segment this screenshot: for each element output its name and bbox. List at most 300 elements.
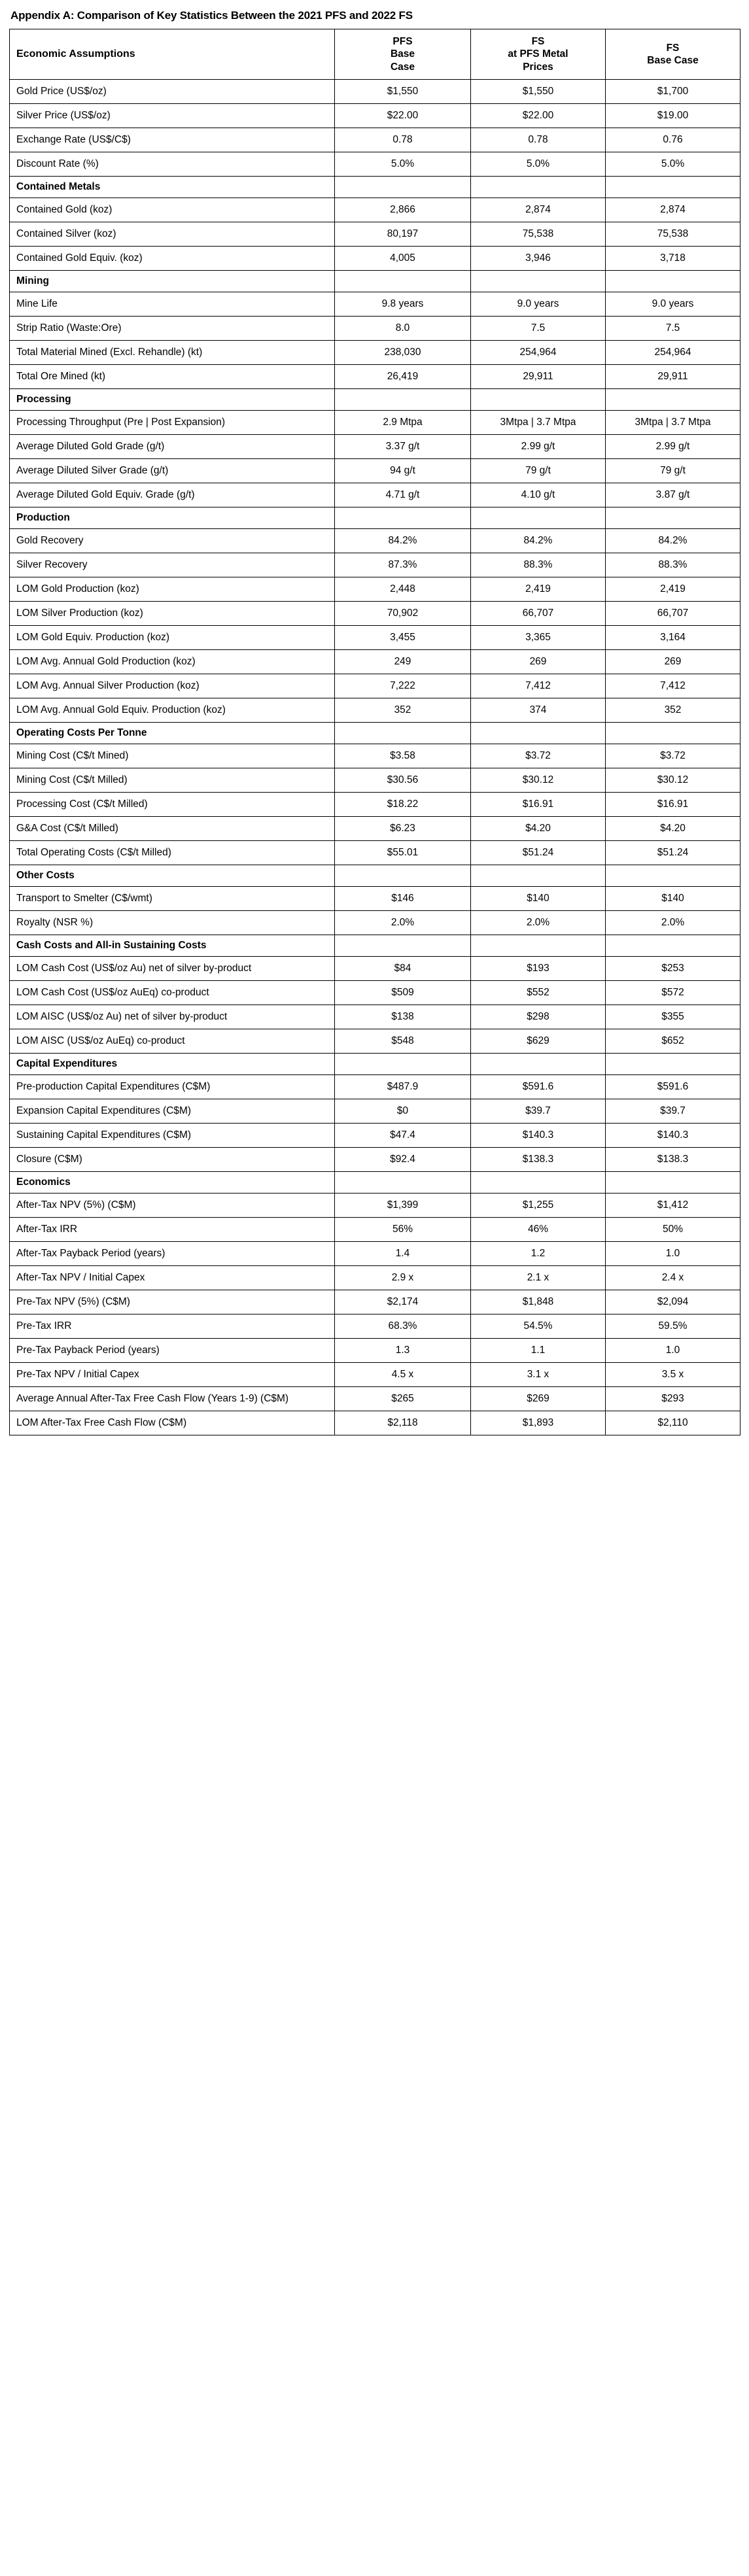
table-row [10,1266,740,1290]
row-label: LOM Silver Production (koz) [10,602,335,626]
row-value-col3: 9.0 years [606,292,740,317]
table-row [10,1411,740,1435]
row-value-col1: 56% [335,1218,471,1242]
row-value-col1: $548 [335,1029,471,1054]
section-label: Operating Costs Per Tonne [10,723,335,744]
section-blank-cell [606,935,740,957]
row-label: Transport to Smelter (C$/wmt) [10,887,335,911]
section-blank-cell [471,723,606,744]
row-value-col1: $3.58 [335,744,471,768]
row-value-col2: $1,893 [471,1411,606,1435]
row-label: G&A Cost (C$/t Milled) [10,817,335,841]
section-blank-cell [471,389,606,411]
column-header-fs-base-case-line1: FS [666,42,680,54]
row-value-col3: $293 [606,1387,740,1411]
row-value-col3: $253 [606,957,740,981]
table-row [10,1075,740,1099]
row-value-col1: 80,197 [335,222,471,247]
table-row [10,626,740,650]
row-value-col2: 1.2 [471,1242,606,1266]
table-row [10,1124,740,1148]
row-label: Exchange Rate (US$/C$) [10,128,335,152]
table-header-row [10,29,740,80]
section-blank-cell [335,507,471,529]
row-value-col1: $47.4 [335,1124,471,1148]
section-blank-cell [606,507,740,529]
row-value-col1: 1.3 [335,1339,471,1363]
table-row [10,222,740,247]
column-header-fs-at-pfs-metal-prices [471,29,606,80]
row-value-col3: 1.0 [606,1242,740,1266]
row-label: LOM Avg. Annual Gold Equiv. Production (koz) [10,698,335,723]
row-value-col2: 3.1 x [471,1363,606,1387]
section-label: Contained Metals [10,177,335,198]
table-section-row [10,1172,740,1194]
table-row [10,292,740,317]
table-row [10,911,740,935]
row-value-col2: 66,707 [471,602,606,626]
section-blank-cell [471,1054,606,1075]
section-blank-cell [471,507,606,529]
section-blank-cell [606,389,740,411]
row-value-col3: 352 [606,698,740,723]
table-row [10,698,740,723]
row-value-col2: 2.99 g/t [471,435,606,459]
row-value-col2: 2.0% [471,911,606,935]
section-blank-cell [606,865,740,887]
row-value-col3: 2,419 [606,577,740,602]
row-value-col3: 3.87 g/t [606,483,740,507]
column-header-economic-assumptions: Economic Assumptions [10,29,335,80]
row-value-col2: $16.91 [471,793,606,817]
table-row [10,1314,740,1339]
row-label: Total Ore Mined (kt) [10,365,335,389]
row-value-col3: $39.7 [606,1099,740,1124]
row-value-col1: 9.8 years [335,292,471,317]
row-value-col1: $18.22 [335,793,471,817]
row-value-col1: $30.56 [335,768,471,793]
row-value-col2: 2,419 [471,577,606,602]
row-value-col1: 94 g/t [335,459,471,483]
row-value-col2: 84.2% [471,529,606,553]
row-value-col1: 26,419 [335,365,471,389]
section-blank-cell [606,271,740,292]
row-value-col1: 4.71 g/t [335,483,471,507]
table-row [10,957,740,981]
row-value-col1: 238,030 [335,341,471,365]
row-value-col2: 2.1 x [471,1266,606,1290]
row-label: Discount Rate (%) [10,152,335,177]
row-value-col2: $591.6 [471,1075,606,1099]
table-row [10,104,740,128]
row-value-col3: 50% [606,1218,740,1242]
row-value-col1: 1.4 [335,1242,471,1266]
row-value-col2: $193 [471,957,606,981]
row-value-col3: $572 [606,981,740,1005]
row-value-col2: $1,848 [471,1290,606,1314]
row-label: Royalty (NSR %) [10,911,335,935]
row-value-col3: $30.12 [606,768,740,793]
row-label: Silver Recovery [10,553,335,577]
row-label: LOM Avg. Annual Gold Production (koz) [10,650,335,674]
table-row [10,1099,740,1124]
table-row [10,1218,740,1242]
table-row [10,841,740,865]
row-value-col3: 7.5 [606,317,740,341]
row-value-col3: $4.20 [606,817,740,841]
row-value-col2: $1,550 [471,80,606,104]
section-blank-cell [606,177,740,198]
row-value-col2: 3,946 [471,247,606,271]
table-row [10,793,740,817]
row-value-col2: $30.12 [471,768,606,793]
table-row [10,435,740,459]
row-label: Average Diluted Gold Equiv. Grade (g/t) [10,483,335,507]
column-header-fs-at-pfs-metal-prices-line3: Prices [523,61,553,73]
row-label: Average Diluted Silver Grade (g/t) [10,459,335,483]
row-value-col1: 3.37 g/t [335,435,471,459]
row-value-col2: 3,365 [471,626,606,650]
row-value-col2: $552 [471,981,606,1005]
row-value-col3: $1,700 [606,80,740,104]
row-value-col1: $146 [335,887,471,911]
row-label: Pre-Tax NPV / Initial Capex [10,1363,335,1387]
row-value-col1: $6.23 [335,817,471,841]
row-value-col3: 3.5 x [606,1363,740,1387]
table-section-row [10,1054,740,1075]
row-value-col1: 68.3% [335,1314,471,1339]
row-label: Gold Recovery [10,529,335,553]
table-row [10,152,740,177]
table-row [10,1290,740,1314]
row-value-col3: 2.0% [606,911,740,935]
table-section-row [10,389,740,411]
row-value-col1: 249 [335,650,471,674]
table-row [10,459,740,483]
table-row [10,341,740,365]
row-value-col2: $140.3 [471,1124,606,1148]
row-value-col1: 4.5 x [335,1363,471,1387]
row-value-col2: 54.5% [471,1314,606,1339]
row-label: Mining Cost (C$/t Mined) [10,744,335,768]
row-value-col2: $140 [471,887,606,911]
row-value-col2: $3.72 [471,744,606,768]
row-label: Processing Throughput (Pre | Post Expansion) [10,411,335,435]
row-value-col1: $2,118 [335,1411,471,1435]
page-title: Appendix A: Comparison of Key Statistics Between the 2021 PFS and 2022 FS [10,9,413,22]
row-value-col1: 84.2% [335,529,471,553]
table-row [10,1387,740,1411]
row-value-col3: $2,094 [606,1290,740,1314]
row-label: Contained Silver (koz) [10,222,335,247]
row-label: After-Tax IRR [10,1218,335,1242]
row-label: LOM AISC (US$/oz AuEq) co-product [10,1029,335,1054]
table-section-row [10,865,740,887]
table-header [10,29,740,80]
row-label: LOM Cash Cost (US$/oz AuEq) co-product [10,981,335,1005]
section-blank-cell [335,865,471,887]
row-label: LOM Gold Equiv. Production (koz) [10,626,335,650]
row-value-col3: 3,718 [606,247,740,271]
row-label: Mining Cost (C$/t Milled) [10,768,335,793]
row-value-col1: $92.4 [335,1148,471,1172]
row-value-col2: $39.7 [471,1099,606,1124]
section-blank-cell [606,1054,740,1075]
row-value-col1: 87.3% [335,553,471,577]
table-row [10,411,740,435]
table-row [10,80,740,104]
row-value-col2: 9.0 years [471,292,606,317]
row-value-col1: 2.0% [335,911,471,935]
row-value-col1: 2,448 [335,577,471,602]
row-value-col2: $4.20 [471,817,606,841]
row-label: Contained Gold (koz) [10,198,335,222]
row-value-col3: 1.0 [606,1339,740,1363]
row-label: Sustaining Capital Expenditures (C$M) [10,1124,335,1148]
row-value-col3: 5.0% [606,152,740,177]
section-blank-cell [335,389,471,411]
row-value-col2: 29,911 [471,365,606,389]
row-value-col2: 4.10 g/t [471,483,606,507]
section-label: Mining [10,271,335,292]
column-header-fs-base-case [606,29,740,80]
section-blank-cell [606,723,740,744]
column-header-fs-at-pfs-metal-prices-line1: FS [531,36,545,47]
table-row [10,577,740,602]
row-value-col2: $51.24 [471,841,606,865]
row-value-col2: 5.0% [471,152,606,177]
row-value-col1: 3,455 [335,626,471,650]
table-row [10,1242,740,1266]
table-row [10,553,740,577]
row-value-col1: 0.78 [335,128,471,152]
row-value-col3: $138.3 [606,1148,740,1172]
row-value-col3: $591.6 [606,1075,740,1099]
row-value-col3: 2.4 x [606,1266,740,1290]
table-row [10,768,740,793]
row-value-col1: 2.9 x [335,1266,471,1290]
table-row [10,128,740,152]
row-label: LOM After-Tax Free Cash Flow (C$M) [10,1411,335,1435]
row-label: Total Operating Costs (C$/t Milled) [10,841,335,865]
row-value-col3: $51.24 [606,841,740,865]
row-value-col2: 88.3% [471,553,606,577]
table-row [10,365,740,389]
row-value-col2: 7.5 [471,317,606,341]
row-value-col1: 7,222 [335,674,471,698]
table-section-row [10,935,740,957]
section-label: Capital Expenditures [10,1054,335,1075]
table-section-row [10,177,740,198]
row-value-col3: 75,538 [606,222,740,247]
row-value-col2: 1.1 [471,1339,606,1363]
row-label: LOM Avg. Annual Silver Production (koz) [10,674,335,698]
table-row [10,1005,740,1029]
table-row [10,1029,740,1054]
table-row [10,602,740,626]
table-row [10,981,740,1005]
section-blank-cell [606,1172,740,1194]
row-value-col1: 70,902 [335,602,471,626]
row-value-col1: 2,866 [335,198,471,222]
section-label: Other Costs [10,865,335,887]
table-row [10,744,740,768]
row-value-col3: $1,412 [606,1194,740,1218]
row-value-col3: 7,412 [606,674,740,698]
row-label: After-Tax NPV (5%) (C$M) [10,1194,335,1218]
row-value-col2: 0.78 [471,128,606,152]
row-value-col3: 29,911 [606,365,740,389]
row-label: LOM AISC (US$/oz Au) net of silver by-product [10,1005,335,1029]
row-value-col2: 3Mtpa | 3.7 Mtpa [471,411,606,435]
row-value-col3: 66,707 [606,602,740,626]
row-value-col1: $1,399 [335,1194,471,1218]
row-value-col2: $138.3 [471,1148,606,1172]
row-value-col2: 374 [471,698,606,723]
table-row [10,198,740,222]
table-row [10,674,740,698]
key-statistics-table [9,29,740,1435]
row-value-col3: 0.76 [606,128,740,152]
table-row [10,1194,740,1218]
section-blank-cell [471,935,606,957]
row-value-col3: 2.99 g/t [606,435,740,459]
row-value-col1: $487.9 [335,1075,471,1099]
row-value-col2: 269 [471,650,606,674]
row-value-col3: 3,164 [606,626,740,650]
column-header-pfs-base-case-line2: Base [390,48,415,60]
section-blank-cell [335,723,471,744]
row-value-col2: $22.00 [471,104,606,128]
table-row [10,817,740,841]
row-value-col3: $652 [606,1029,740,1054]
row-value-col3: $3.72 [606,744,740,768]
row-value-col1: $22.00 [335,104,471,128]
section-blank-cell [471,177,606,198]
column-header-pfs-base-case [335,29,471,80]
section-blank-cell [335,1172,471,1194]
row-label: Gold Price (US$/oz) [10,80,335,104]
section-blank-cell [335,271,471,292]
row-value-col3: 84.2% [606,529,740,553]
table-row [10,529,740,553]
row-value-col2: 7,412 [471,674,606,698]
row-label: Average Annual After-Tax Free Cash Flow (Years 1-9) (C$M) [10,1387,335,1411]
row-label: Average Diluted Gold Grade (g/t) [10,435,335,459]
row-label: After-Tax Payback Period (years) [10,1242,335,1266]
column-header-fs-at-pfs-metal-prices-line2: at PFS Metal [508,48,568,60]
column-header-pfs-base-case-line1: PFS [392,36,413,47]
table-body [10,80,740,1435]
row-value-col1: $0 [335,1099,471,1124]
row-value-col3: 2,874 [606,198,740,222]
row-value-col3: $2,110 [606,1411,740,1435]
row-value-col2: 2,874 [471,198,606,222]
row-value-col3: $140 [606,887,740,911]
row-value-col3: $355 [606,1005,740,1029]
section-label: Processing [10,389,335,411]
row-value-col1: 4,005 [335,247,471,271]
row-value-col3: $140.3 [606,1124,740,1148]
table-row [10,887,740,911]
row-value-col1: $2,174 [335,1290,471,1314]
row-value-col2: 79 g/t [471,459,606,483]
row-label: Pre-Tax Payback Period (years) [10,1339,335,1363]
row-label: Pre-Tax IRR [10,1314,335,1339]
column-header-fs-base-case-line2: Base Case [647,55,699,67]
row-value-col2: $269 [471,1387,606,1411]
row-label: Contained Gold Equiv. (koz) [10,247,335,271]
row-label: LOM Cash Cost (US$/oz Au) net of silver by-product [10,957,335,981]
table-row [10,1363,740,1387]
row-label: Closure (C$M) [10,1148,335,1172]
table-row [10,1339,740,1363]
row-value-col3: 269 [606,650,740,674]
row-value-col3: 59.5% [606,1314,740,1339]
row-value-col1: 352 [335,698,471,723]
row-value-col2: 254,964 [471,341,606,365]
section-blank-cell [471,1172,606,1194]
section-blank-cell [335,1054,471,1075]
section-label: Cash Costs and All-in Sustaining Costs [10,935,335,957]
row-value-col1: $55.01 [335,841,471,865]
row-value-col2: $1,255 [471,1194,606,1218]
row-label: Expansion Capital Expenditures (C$M) [10,1099,335,1124]
row-value-col2: $629 [471,1029,606,1054]
table-section-row [10,507,740,529]
row-value-col1: 8.0 [335,317,471,341]
row-value-col3: 3Mtpa | 3.7 Mtpa [606,411,740,435]
row-value-col1: $84 [335,957,471,981]
row-label: Processing Cost (C$/t Milled) [10,793,335,817]
row-value-col3: $16.91 [606,793,740,817]
section-blank-cell [471,865,606,887]
section-label: Production [10,507,335,529]
row-value-col1: $1,550 [335,80,471,104]
row-value-col1: $509 [335,981,471,1005]
row-label: After-Tax NPV / Initial Capex [10,1266,335,1290]
row-value-col1: 5.0% [335,152,471,177]
row-value-col2: 75,538 [471,222,606,247]
row-label: Pre-production Capital Expenditures (C$M) [10,1075,335,1099]
section-blank-cell [471,271,606,292]
table-section-row [10,271,740,292]
row-label: Strip Ratio (Waste:Ore) [10,317,335,341]
row-value-col1: $265 [335,1387,471,1411]
table-row [10,317,740,341]
row-value-col1: $138 [335,1005,471,1029]
section-blank-cell [335,177,471,198]
row-value-col3: 88.3% [606,553,740,577]
table-row [10,650,740,674]
column-header-pfs-base-case-line3: Case [390,61,415,73]
table-row [10,1148,740,1172]
row-value-col1: 2.9 Mtpa [335,411,471,435]
table-row [10,483,740,507]
table-section-row [10,723,740,744]
row-value-col2: $298 [471,1005,606,1029]
row-value-col2: 46% [471,1218,606,1242]
section-label: Economics [10,1172,335,1194]
table-row [10,247,740,271]
row-label: LOM Gold Production (koz) [10,577,335,602]
row-value-col3: $19.00 [606,104,740,128]
section-blank-cell [335,935,471,957]
row-label: Silver Price (US$/oz) [10,104,335,128]
row-value-col3: 254,964 [606,341,740,365]
row-value-col3: 79 g/t [606,459,740,483]
row-label: Pre-Tax NPV (5%) (C$M) [10,1290,335,1314]
